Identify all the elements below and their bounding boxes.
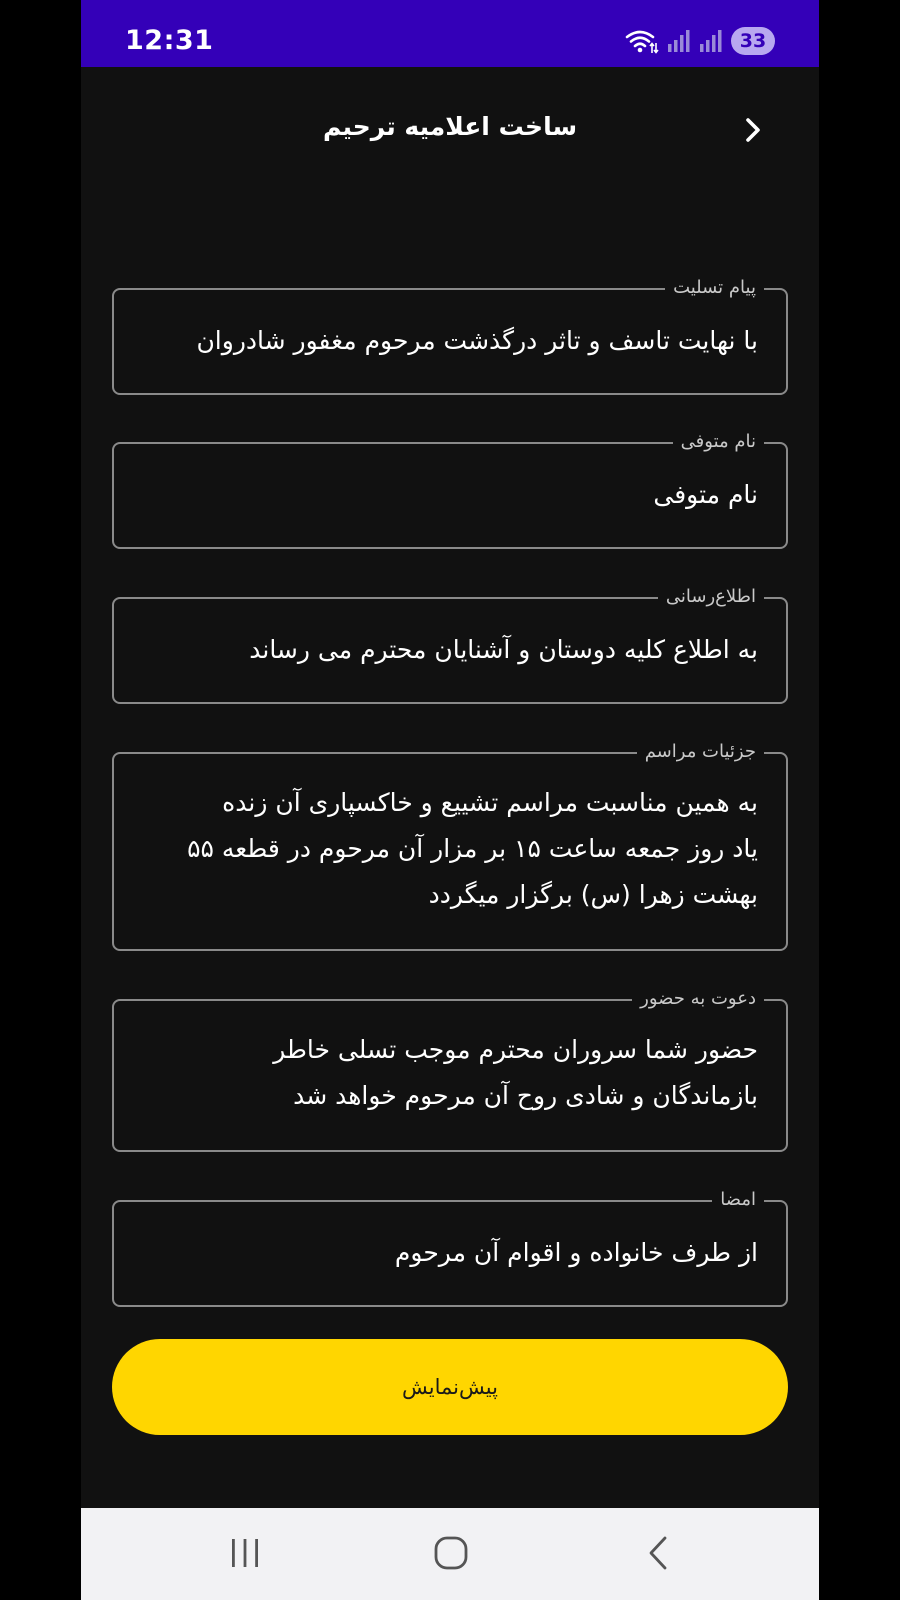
field-value (138, 780, 758, 918)
navigation-bar (81, 1508, 819, 1600)
field-line: با نهایت تاسف و تاثر درگذشت مرحوم مغفور شادروان (196, 326, 758, 355)
signal-icon (667, 29, 691, 53)
recents-button[interactable] (215, 1530, 275, 1580)
field-line: یاد روز جمعه ساعت ۱۵ بر مزار آن مرحوم در قطعه ۵۵ (187, 834, 758, 863)
status-time: 12:31 (125, 25, 214, 56)
signal-icon (699, 29, 723, 53)
field-line: بازماندگان و شادی روح آن مرحوم خواهد شد (293, 1081, 758, 1110)
field-value (138, 627, 758, 673)
app-header (81, 67, 819, 187)
status-bar (81, 0, 819, 67)
signature-field[interactable] (112, 1189, 788, 1307)
invitation-field[interactable] (112, 988, 788, 1152)
field-label: پیام تسلیت (665, 276, 764, 300)
field-line: از طرف خانواده و اقوام آن مرحوم (394, 1238, 758, 1267)
field-value (138, 472, 758, 518)
battery-icon: 33 (731, 27, 775, 55)
back-icon (645, 1535, 671, 1575)
home-button[interactable] (421, 1530, 481, 1580)
condolence-message-field[interactable] (112, 277, 788, 395)
field-label: امضا (712, 1188, 764, 1212)
page-title: ساخت اعلامیه ترحیم (322, 112, 578, 141)
status-icons (625, 26, 775, 56)
home-icon (433, 1535, 469, 1575)
field-value (138, 1230, 758, 1276)
field-line: نام متوفی (653, 480, 758, 509)
field-value (138, 318, 758, 364)
system-back-button[interactable] (628, 1530, 688, 1580)
deceased-name-field[interactable] (112, 431, 788, 549)
field-label: دعوت به حضور (632, 987, 764, 1011)
notice-field[interactable] (112, 586, 788, 704)
recents-icon (228, 1537, 262, 1573)
field-line: حضور شما سروران محترم موجب تسلی خاطر (273, 1035, 758, 1064)
field-line: به اطلاع کلیه دوستان و آشنایان محترم می رساند (249, 635, 758, 664)
field-label: نام متوفی (673, 430, 764, 454)
preview-button[interactable]: پیش‌نمایش (112, 1339, 788, 1435)
chevron-right-icon (742, 117, 764, 147)
app-screen (81, 0, 819, 1600)
field-value (138, 1027, 758, 1119)
field-line: به همین مناسبت مراسم تشییع و خاکسپاری آن زنده (222, 788, 758, 817)
field-label: جزئیات مراسم (637, 740, 764, 764)
field-label: اطلاع‌رسانی (658, 585, 764, 609)
ceremony-details-field[interactable] (112, 741, 788, 951)
field-line: بهشت زهرا (س) برگزار میگردد (428, 880, 758, 909)
wifi-icon (625, 28, 659, 54)
back-button[interactable] (733, 112, 773, 152)
